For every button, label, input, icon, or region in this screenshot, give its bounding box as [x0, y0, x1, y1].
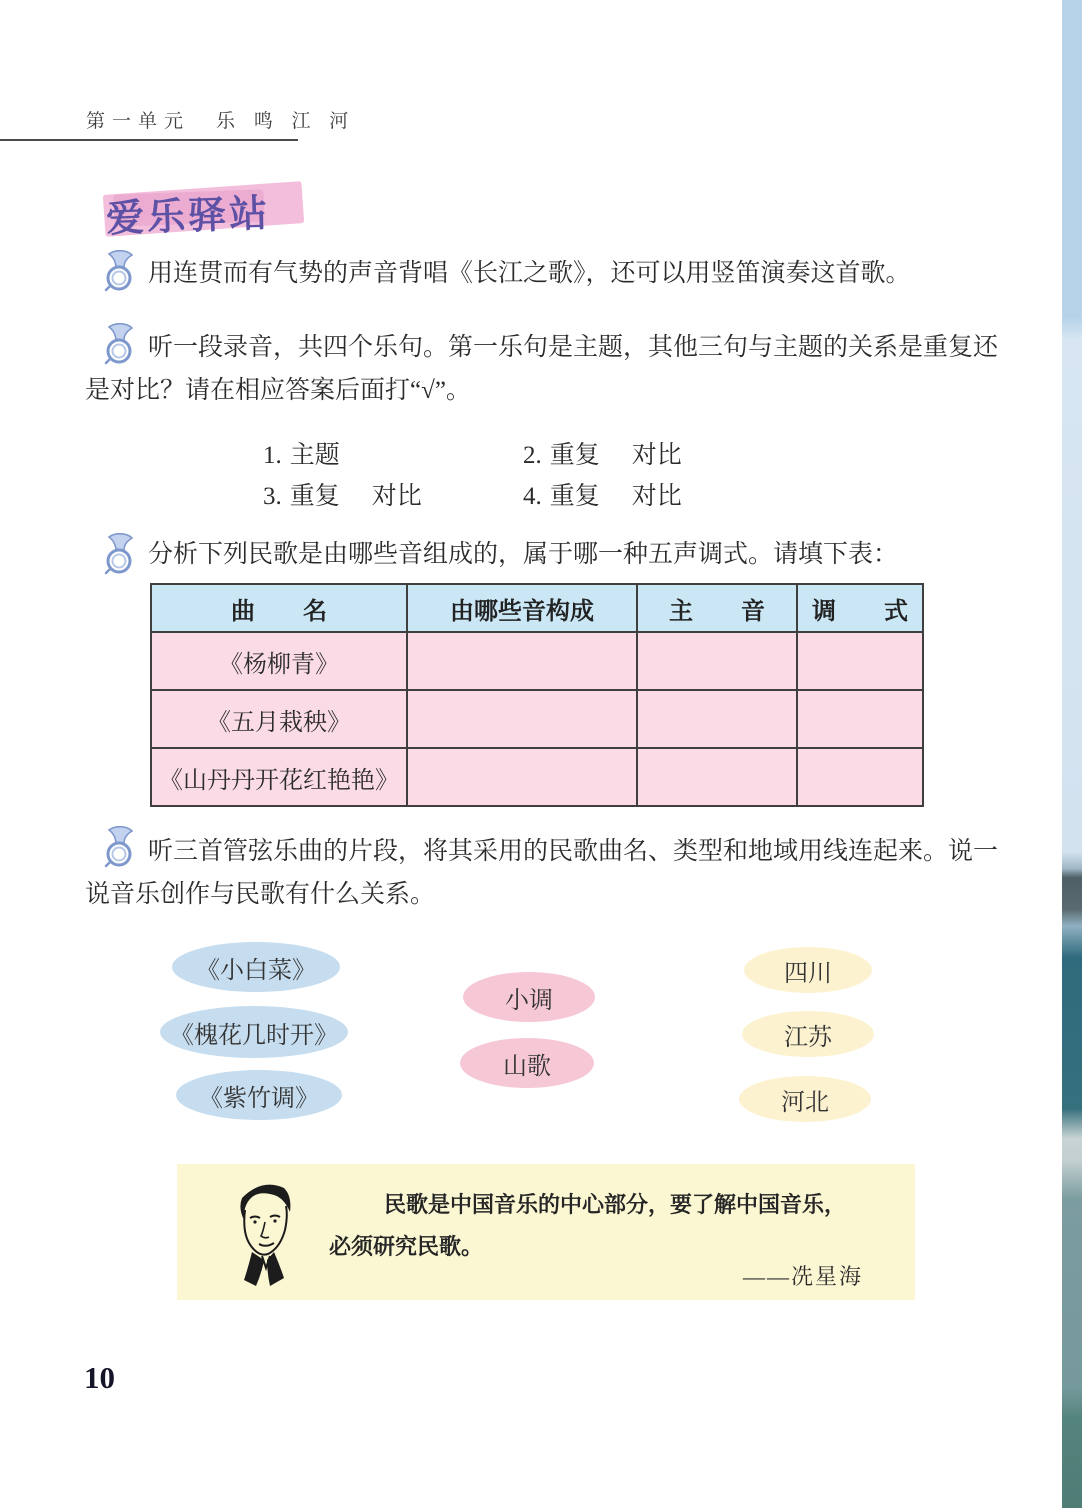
french-horn-icon	[103, 533, 141, 577]
exercise-2-text: 听一段录音，共四个乐句。第一乐句是主题，其他三句与主题的关系是重复还是对比？请在相应答案后面打“√”。	[85, 334, 999, 404]
type-oval-shange: 山歌	[460, 1038, 594, 1088]
option-1	[263, 435, 372, 471]
song-title-cell: 《五月栽秧》	[151, 690, 407, 748]
option-3	[263, 476, 422, 512]
exercise-1-text: 用连贯而有气势的声音背唱《长江之歌》，还可以用竖笛演奏这首歌。	[148, 260, 911, 287]
table-blank-cell	[797, 748, 923, 806]
table-blank-cell	[797, 632, 923, 690]
option-4	[523, 476, 682, 512]
river-photo-strip	[1062, 0, 1082, 1508]
quote-box	[177, 1164, 915, 1300]
option-word: 重复	[549, 483, 600, 510]
table-header-row	[151, 584, 923, 632]
col-header-song: 曲 名	[151, 584, 407, 632]
region-oval-sichuan: 四川	[744, 947, 872, 993]
table-blank-cell	[637, 632, 797, 690]
type-oval-xiaodiao: 小调	[463, 972, 595, 1022]
option-number: 4.	[523, 483, 542, 510]
exercise-4-text: 听三首管弦乐曲的片段，将其采用的民歌曲名、类型和地域用线连起来。说一说音乐创作与民歌有什么关系。	[85, 838, 999, 908]
col-header-tonic: 主 音	[637, 584, 797, 632]
table-row	[151, 748, 923, 806]
exercise-3-text: 分析下列民歌是由哪些音组成的，属于哪一种五声调式。请填下表：	[148, 541, 899, 568]
unit-header: 第一单元 乐 鸣 江 河	[86, 111, 356, 132]
song-title-cell: 《山丹丹开花红艳艳》	[151, 748, 407, 806]
song-title-cell: 《杨柳青》	[151, 632, 407, 690]
col-header-notes: 由哪些音构成	[407, 584, 637, 632]
table-blank-cell	[407, 690, 637, 748]
page-number: 10	[84, 1360, 115, 1395]
table-blank-cell	[407, 748, 637, 806]
pentatonic-mode-table	[150, 583, 924, 807]
quote-line-1: 民歌是中国音乐的中心部分，要了解中国音乐，	[384, 1192, 847, 1217]
quote-attribution: ——冼星海	[743, 1264, 864, 1289]
region-oval-jiangsu: 江苏	[742, 1011, 874, 1057]
option-word: 对比	[371, 483, 422, 510]
option-word: 重复	[289, 483, 340, 510]
option-word: 对比	[631, 483, 682, 510]
xian-xinghai-portrait	[222, 1176, 310, 1290]
table-blank-cell	[637, 748, 797, 806]
option-2	[523, 435, 682, 471]
table-row	[151, 632, 923, 690]
section-title: 爱乐驿站	[105, 192, 271, 241]
header-rule	[0, 139, 298, 141]
song-oval-huaihua: 《槐花几时开》	[160, 1006, 348, 1058]
option-number: 1.	[263, 442, 282, 469]
option-word: 重复	[549, 442, 600, 469]
table-blank-cell	[407, 632, 637, 690]
table-row	[151, 690, 923, 748]
table-blank-cell	[797, 690, 923, 748]
col-header-mode: 调 式	[797, 584, 923, 632]
option-word: 对比	[631, 442, 682, 469]
quote-line-2: 必须研究民歌。	[329, 1234, 484, 1259]
french-horn-icon	[103, 250, 141, 294]
song-oval-zizhudiao: 《紫竹调》	[176, 1070, 342, 1120]
option-number: 2.	[523, 442, 542, 469]
option-word: 主题	[289, 442, 340, 469]
section-banner	[100, 178, 305, 241]
song-oval-xiaobaicai: 《小白菜》	[172, 942, 340, 992]
option-number: 3.	[263, 483, 282, 510]
region-oval-hebei: 河北	[739, 1076, 871, 1122]
table-blank-cell	[637, 690, 797, 748]
